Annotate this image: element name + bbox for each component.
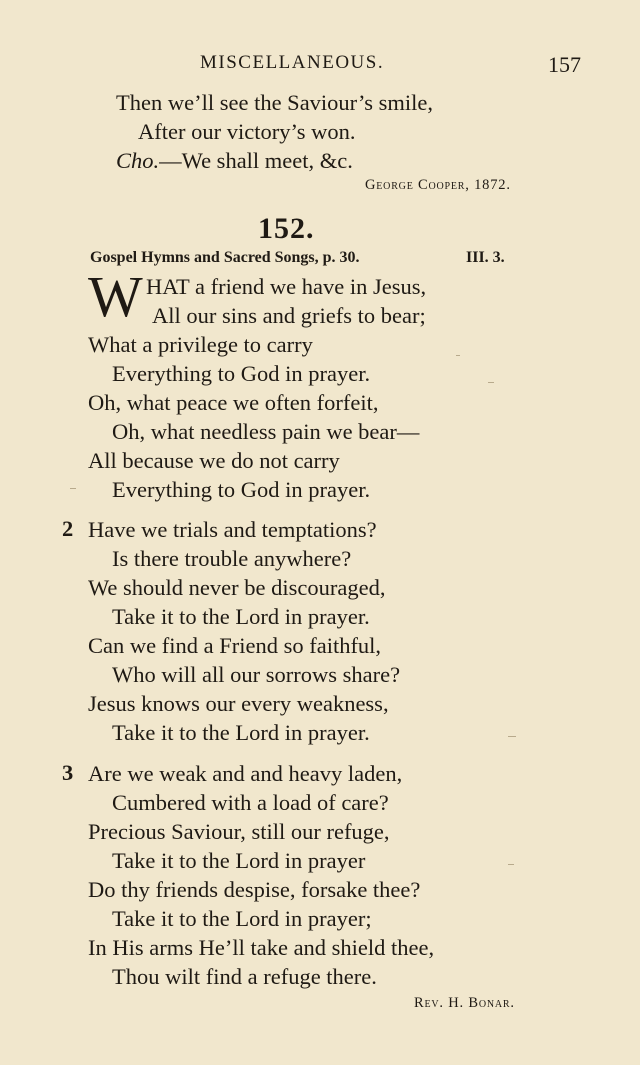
verse-line: What a privilege to carry: [88, 332, 313, 357]
verse-number: 3: [62, 760, 74, 785]
hymn-number: 152.: [258, 212, 315, 245]
verse-line: Take it to the Lord in prayer;: [112, 906, 372, 931]
verse-line: Do thy friends despise, forsake thee?: [88, 877, 421, 902]
chorus-label: Cho.: [116, 148, 160, 173]
verse-line: Oh, what needless pain we bear—: [112, 419, 420, 444]
verse-line: Take it to the Lord in prayer: [112, 848, 366, 873]
verse-line: We should never be discouraged,: [88, 575, 386, 600]
paper-speck: [70, 488, 76, 489]
verse-line: Cumbered with a load of care?: [112, 790, 389, 815]
chorus-reference: [116, 146, 353, 175]
verse-line: Oh, what peace we often forfeit,: [88, 390, 379, 415]
verse-line: All because we do not carry: [88, 448, 340, 473]
paper-speck: [456, 355, 460, 356]
verse-line: Who will all our sorrows share?: [112, 662, 401, 687]
verse-line: All our sins and griefs to bear;: [152, 303, 426, 328]
chorus-text: —We shall meet, &c.: [159, 148, 353, 173]
verse-line: Take it to the Lord in prayer.: [112, 720, 370, 745]
running-header: MISCELLANEOUS.: [200, 52, 385, 73]
verse-line: HAT a friend we have in Jesus,: [146, 274, 427, 299]
page-number: 157: [548, 52, 581, 77]
paper-speck: [508, 736, 516, 737]
verse-line: Precious Saviour, still our refuge,: [88, 819, 390, 844]
verse-line: Jesus knows our every weakness,: [88, 691, 389, 716]
verse-line: In His arms He’ll take and shield thee,: [88, 935, 435, 960]
hymn-meter: III. 3.: [466, 249, 505, 266]
verse-line: After our victory’s won.: [138, 119, 356, 144]
verse-line: Is there trouble anywhere?: [112, 546, 352, 571]
author-attribution: Rev. H. Bonar.: [414, 995, 515, 1011]
verse-line: Are we weak and and heavy laden,: [88, 761, 403, 786]
verse-line: Everything to God in prayer.: [112, 477, 371, 502]
verse-line: Can we find a Friend so faithful,: [88, 633, 382, 658]
verse-line: Thou wilt find a refuge there.: [112, 964, 377, 989]
paper-speck: [488, 382, 494, 383]
drop-cap: W: [88, 264, 143, 329]
author-attribution: George Cooper, 1872.: [365, 177, 511, 193]
verse-number: 2: [62, 516, 74, 541]
paper-speck: [508, 864, 514, 865]
verse-line: Then we’ll see the Saviour’s smile,: [116, 90, 434, 115]
hymn-source: Gospel Hymns and Sacred Songs, p. 30.: [90, 249, 360, 266]
verse-line: Everything to God in prayer.: [112, 361, 371, 386]
verse-line: Have we trials and temptations?: [88, 517, 377, 542]
verse-line: Take it to the Lord in prayer.: [112, 604, 370, 629]
